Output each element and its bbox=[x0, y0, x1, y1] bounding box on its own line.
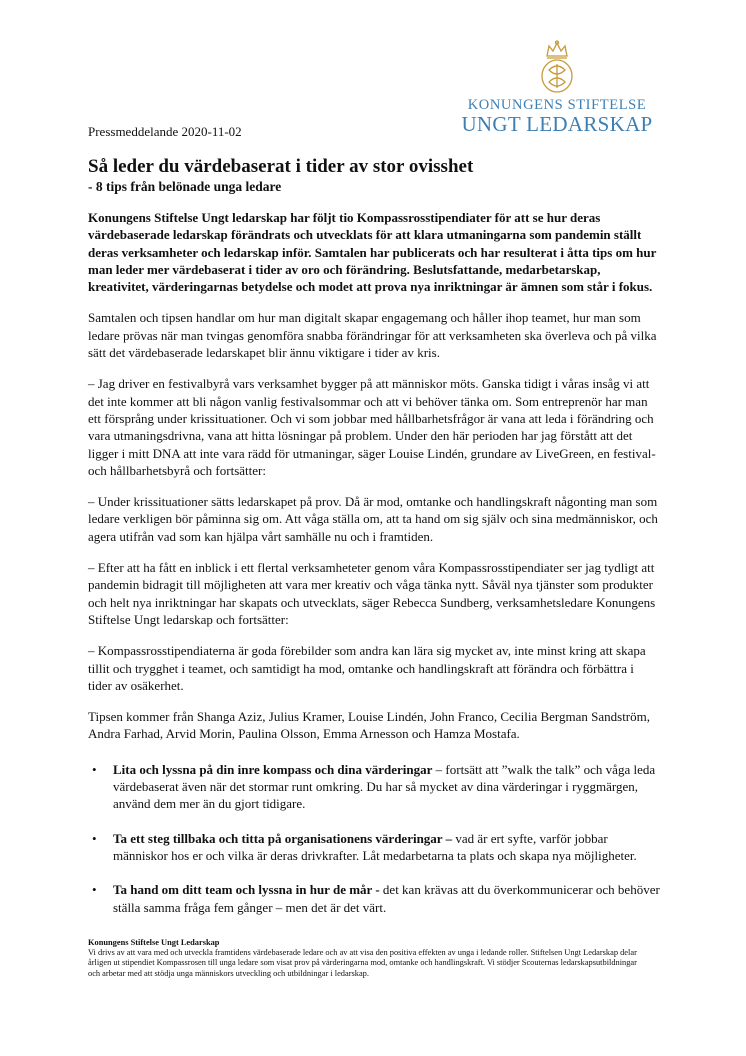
list-item bbox=[92, 881, 660, 916]
logo-line-1: KONUNGENS STIFTELSE bbox=[467, 97, 647, 113]
tip-text: vad är ert syfte, varför jobbar människor hos er och vilka är deras drivkrafter. Låt medarbetarna ta plats och skapa nya möjligheter. bbox=[113, 830, 637, 863]
contributors-paragraph: Tipsen kommer från Shanga Aziz, Julius Kramer, Louise Lindén, John Franco, Cecilia Bergman Sandström, Andra Farhad, Arvid Morin, Paulina Olsson, Emma Arnesson och Hamza Mostafa. bbox=[88, 709, 650, 742]
tip-text: det kan krävas att du överkommunicerar och behöver ställa samma fråga fem gånger – men det är det värt. bbox=[113, 882, 660, 915]
quote-paragraph: – Under krissituationer sätts ledarskapet på prov. Då är mod, omtanke och handlingskraft någonting man som ledare verkligen bör påminna sig om. Att våga ställa om, att ta hand om sig själv och sina medmänniskor, och agera utifrån vad som kan hjälpa vårt samhälle nu och i framtiden. bbox=[88, 494, 658, 544]
bullet-icon: • bbox=[92, 882, 97, 898]
quote-paragraph: – Kompassrosstipendiaterna är goda förebilder som andra kan lära sig mycket av, inte minst kring att skapa tillit och trygghet i teamet, och samtidigt ha mod, omtanke och handlingskraft att förändra och förbättra i tider av osäkerhet. bbox=[88, 643, 646, 693]
tip-text: – fortsätt att ”walk the talk” och våga leda värdebaserat även när det stormar runt omkring. Du har så mycket av dina värderingar i ryggmärgen, använd dem mer än du gjort tidigare. bbox=[113, 761, 656, 812]
article-body bbox=[88, 156, 660, 933]
press-release-date: Pressmeddelande 2020-11-02 bbox=[88, 124, 242, 139]
tip-heading: Ta hand om ditt team och lyssna in hur de mår - bbox=[113, 882, 380, 898]
foundation-logo bbox=[452, 40, 662, 135]
footer-text: Vi drivs av att vara med och utveckla framtidens värdebaserade ledare och av att visa den positiva effekten av unga i ledande roller. Stiftelsen Ungt Ledarskap delar årligen ut stipendiet Kompassrosen till unga ledare som visat prov på värderingarna mod, omtanke och handlingskraft. Vi stödjer Scouternas ledarskapsutbildningar och arbetar med att stödja unga människors utveckling och utbildningar i ledarskap. bbox=[88, 948, 637, 978]
lead-paragraph: Konungens Stiftelse Ungt ledarskap har följt tio Kompassrosstipendiater för att se hur deras värdebaserade ledarskap förändrats och utvecklats för att klara utmaningarna som pandemin ställt deras verksamheter och ledarskap inför. Samtalen har publicerats och har resulterat i åtta tips om hur man leder mer värdebaserat i tider av oro och förändring. Beslutsfattande, medarbetarskap, kreativitet, värderingarnas betydelse och modet att prova nya inriktningar är ämnen som står i fokus. bbox=[88, 210, 657, 295]
page-title: Så leder du värdebaserat i tider av stor ovisshet bbox=[88, 156, 474, 177]
bullet-icon: • bbox=[92, 761, 97, 777]
crown-monogram-icon bbox=[537, 40, 577, 94]
tip-heading: Ta ett steg tillbaka och titta på organisationens värderingar – bbox=[113, 830, 453, 846]
list-item bbox=[92, 830, 660, 865]
tip-heading: Lita och lyssna på din inre kompass och dina värderingar bbox=[113, 761, 433, 777]
paragraph: Samtalen och tipsen handlar om hur man digitalt skapar engagemang och håller ihop teamet, hur man som ledare prövas när man tvingas genomföra snabba förändringar för att verksamheten ska överleva och på vilka sätt det värdebaserade ledarskapet blir ännu viktigare i tider av kris. bbox=[88, 310, 657, 361]
bullet-icon: • bbox=[92, 830, 97, 846]
tips-list bbox=[88, 761, 660, 916]
page-subtitle: - 8 tips från belönade unga ledare bbox=[88, 179, 282, 194]
quote-paragraph: – Jag driver en festivalbyrå vars verksamhet bygger på att människor möts. Ganska tidigt i våras insåg vi att det inte kommer att bli någon vanlig festivalsommar och att vi behöver tänka om. Som entreprenör har man ett försprång under krissituationer. Och vi som jobbar med hållbarhetsfrågor är vana att leda i förändring och vara utmaningsdrivna, vana att hitta lösningar på problem. Under den här perioden har jag förstått att det ligger i mitt DNA att inte vara rädd för utmaningar, säger Louise Lindén, grundare av LiveGreen, en festival- och hållbarhetsbyrå och fortsätter: bbox=[88, 376, 656, 478]
list-item bbox=[92, 761, 660, 813]
footer-title: Konungens Stiftelse Ungt Ledarskap bbox=[88, 938, 220, 947]
logo-line-2: UNGT LEDARSKAP bbox=[461, 112, 653, 136]
quote-paragraph: – Efter att ha fått en inblick i ett flertal verksamheteter genom våra Kompassrosstipendiater ser jag tydligt att pandemin bidragit till möjligheten att vara mer kreativ och våga tänka nytt. Såväl nya tjänster som produkter och helt nya inriktningar har skapats och utvecklats, säger Rebecca Sundberg, verksamhetsledare Konungens Stiftelse Ungt ledarskap och fortsätter: bbox=[88, 560, 656, 627]
footer bbox=[88, 938, 648, 979]
